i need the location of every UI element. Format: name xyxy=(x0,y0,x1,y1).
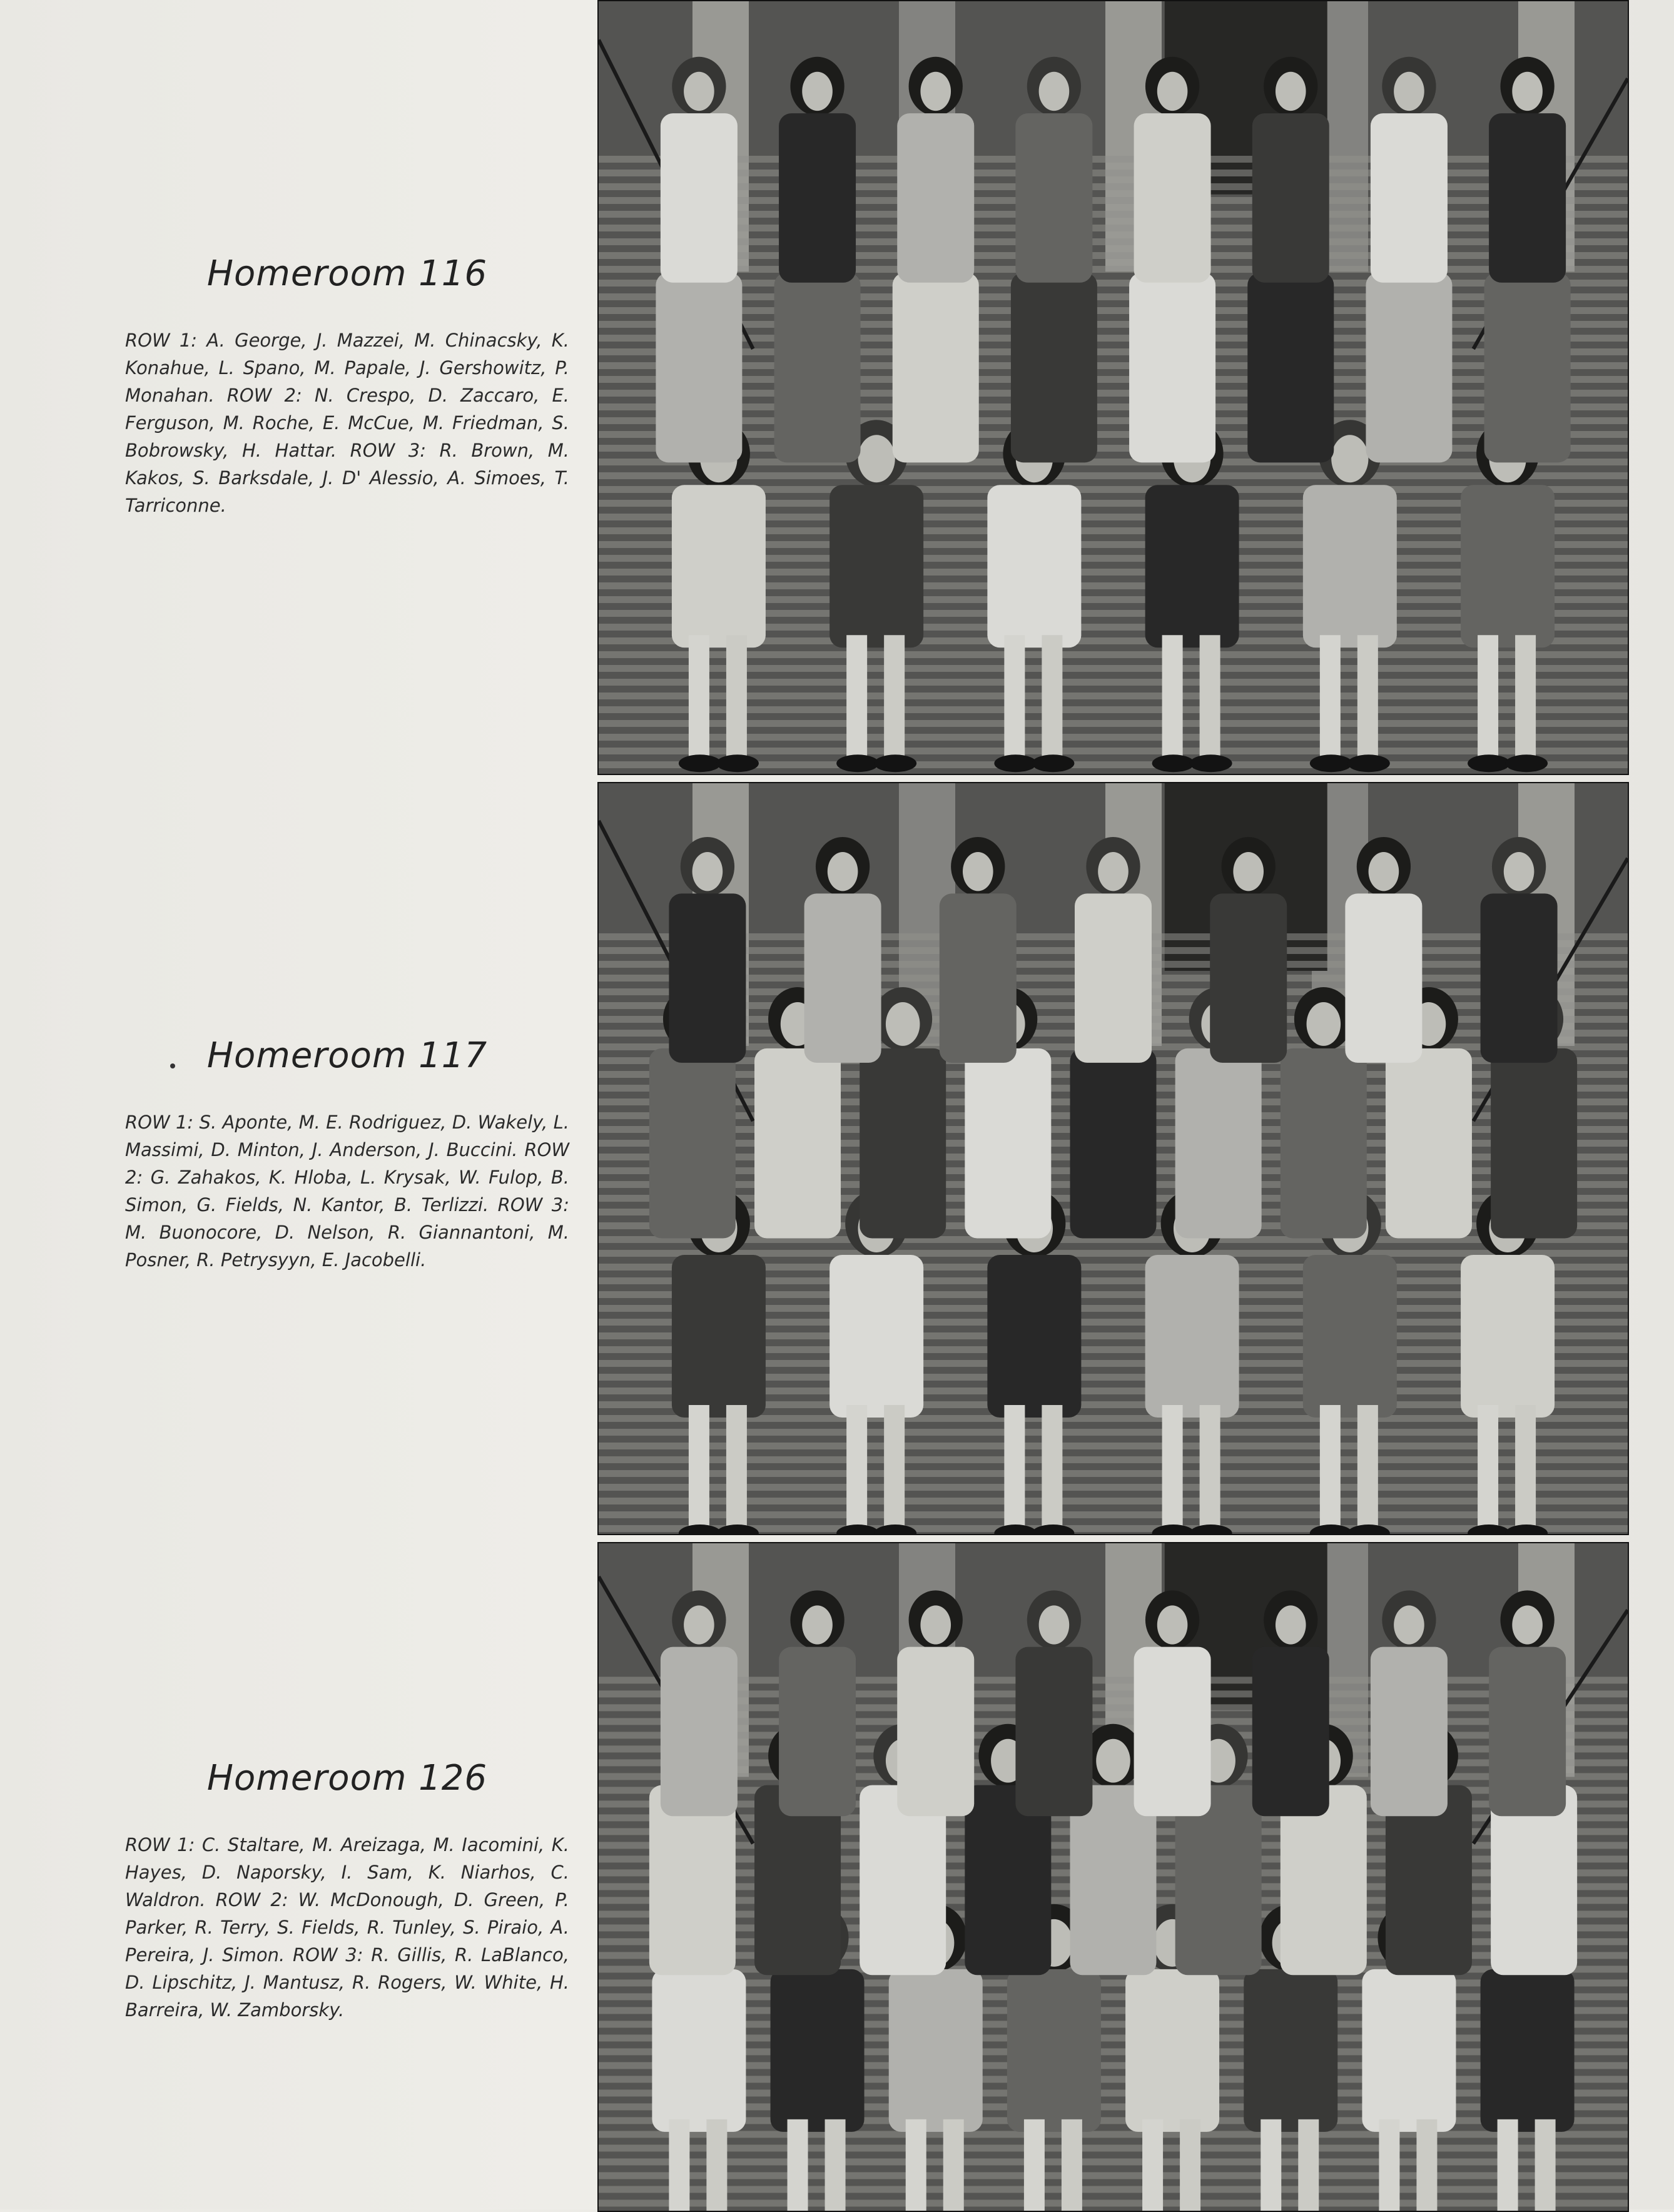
homeroom-116-block xyxy=(125,253,569,519)
homeroom-116-caption: ROW 1: A. George, J. Mazzei, M. Chinacsky, K. Konahue, L. Spano, M. Papale, J. Gershowitz, P. Monahan. ROW 2: N. Crespo, D. Zaccaro, E. Ferguson, M. Roche, E. McCue, M. Friedman, S. Bobrowsky, H. Hattar. ROW 3: R. Brown, M. Kakos, S. Barksdale, J. D' Alessio, A. Simoes, T. Tarriconne. xyxy=(125,330,569,516)
homeroom-126-block xyxy=(125,1758,569,2024)
homeroom-126-caption: ROW 1: C. Staltare, M. Areizaga, M. Iacomini, K. Hayes, D. Naporsky, I. Sam, K. Niarhos, C. Waldron. ROW 2: W. McDonough, D. Green, P. Parker, R. Terry, S. Fields, R. Tunley, S. Piraio, A. Pereira, J. Simon. ROW 3: R. Gillis, R. LaBlanco, D. Lipschitz, J. Mantusz, R. Rogers, W. White, H. Barreira, W. Zamborsky. xyxy=(125,1834,569,2021)
class-photo-116 xyxy=(599,1,1628,774)
homeroom-117-caption: ROW 1: S. Aponte, M. E. Rodriguez, D. Wakely, L. Massimi, D. Minton, J. Anderson, J. Buccini. ROW 2: G. Zahakos, K. Hloba, L. Krysak, W. Fulop, B. Simon, G. Fields, N. Kantor, B. Terlizzi. ROW 3: M. Buonocore, D. Nelson, R. Giannantoni, M. Posner, R. Petrysyyn, E. Jacobelli. xyxy=(125,1112,569,1271)
homeroom-117-title: Homeroom 117 xyxy=(206,1035,488,1076)
class-photo-117 xyxy=(599,783,1628,1534)
homeroom-116-title: Homeroom 116 xyxy=(206,253,488,294)
homeroom-116-photo xyxy=(597,0,1629,775)
homeroom-126-photo xyxy=(597,1542,1629,2212)
homeroom-117-block xyxy=(125,1035,569,1274)
class-photo-126 xyxy=(599,1543,1628,2211)
homeroom-117-photo xyxy=(597,782,1629,1535)
homeroom-126-title: Homeroom 126 xyxy=(206,1758,488,1799)
